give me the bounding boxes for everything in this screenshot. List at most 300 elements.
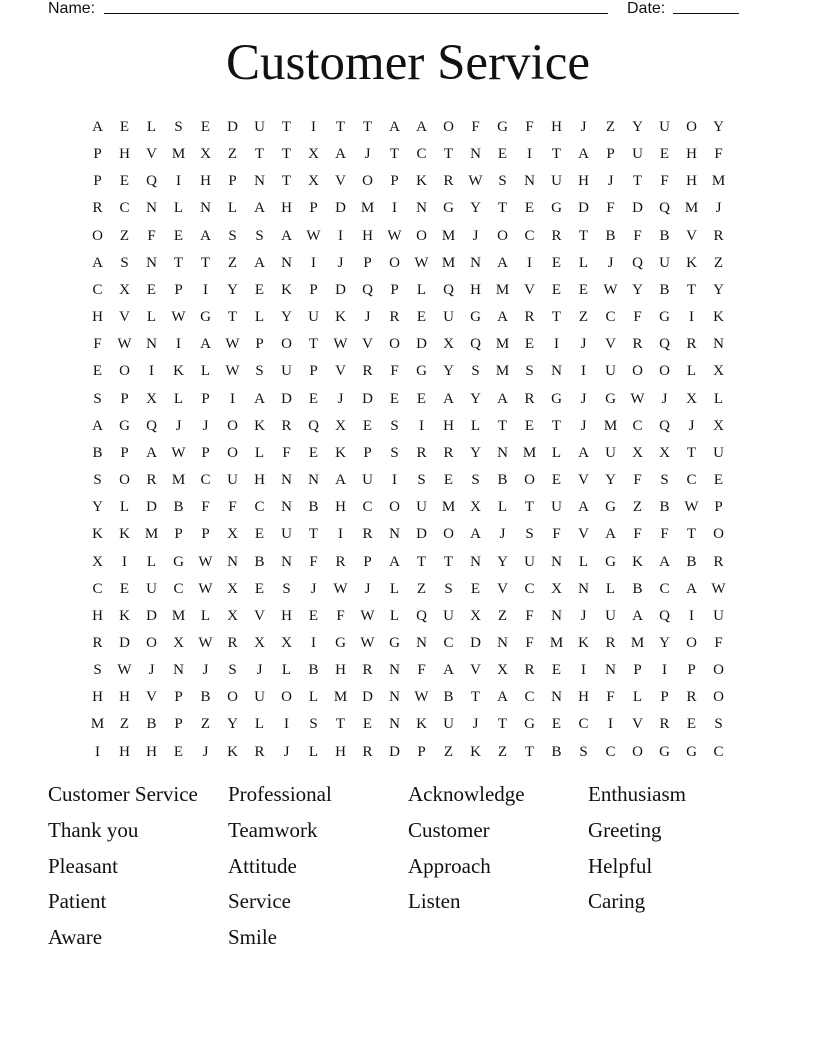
name-input-line[interactable] [104, 13, 608, 14]
grid-cell: O [686, 119, 697, 135]
grid-cell: U [443, 716, 454, 733]
grid-cell: E [254, 526, 265, 543]
grid-cell: E [551, 662, 562, 679]
grid-cell: P [363, 444, 372, 461]
grid-cell: I [122, 553, 127, 570]
grid-cell: O [443, 526, 454, 543]
grid-cell: R [524, 662, 535, 679]
grid-row [84, 684, 732, 711]
grid-row [84, 440, 732, 467]
grid-cell: I [95, 743, 100, 760]
grid-cell: J [202, 417, 209, 434]
grid-cell: C [173, 580, 184, 597]
grid-cell: N [281, 254, 292, 271]
grid-cell: N [605, 662, 616, 679]
grid-cell: J [148, 662, 155, 679]
grid-cell: U [551, 499, 562, 516]
word-list-item: Caring [588, 889, 646, 913]
grid-cell: M [711, 173, 726, 190]
grid-cell: P [228, 173, 237, 190]
grid-cell: U [659, 119, 670, 135]
grid-cell: H [335, 743, 346, 760]
grid-cell: D [335, 200, 346, 217]
grid-cell: M [495, 363, 510, 380]
grid-cell: S [660, 472, 669, 489]
grid-cell: P [201, 526, 210, 543]
grid-cell: A [578, 444, 589, 461]
grid-cell: H [362, 227, 373, 244]
grid-cell: G [173, 553, 184, 570]
grid-cell: L [389, 580, 400, 597]
grid-cell: O [389, 499, 400, 516]
grid-cell: S [255, 363, 264, 380]
grid-cell: E [119, 173, 130, 190]
grid-cell: S [525, 526, 534, 543]
grid-cell: E [416, 309, 427, 326]
word-list-item: Customer [408, 818, 490, 842]
grid-cell: B [659, 281, 670, 298]
grid-cell: A [254, 254, 265, 271]
word-list-item: Teamwork [228, 818, 318, 842]
name-label: Name: [48, 0, 96, 17]
grid-cell: B [308, 662, 319, 679]
grid-cell: T [308, 526, 319, 543]
grid-cell: A [497, 309, 508, 326]
grid-cell: Q [632, 254, 643, 271]
grid-cell: I [338, 227, 343, 244]
grid-cell: M [144, 526, 159, 543]
grid-cell: T [362, 119, 373, 135]
grid-cell: T [686, 444, 697, 461]
grid-cell: W [198, 553, 213, 570]
grid-cell: N [470, 146, 481, 163]
grid-cell: K [227, 743, 238, 760]
grid-cell: N [497, 634, 508, 651]
grid-cell: U [254, 689, 265, 706]
grid-cell: O [416, 227, 427, 244]
grid-cell: X [713, 363, 724, 380]
grid-cell: T [686, 526, 697, 543]
word-list-item: Acknowledge [408, 782, 525, 806]
grid-cell: J [607, 173, 614, 190]
grid-cell: R [443, 173, 454, 190]
grid-cell: E [254, 281, 265, 298]
grid-cell: I [662, 662, 667, 679]
grid-cell: V [362, 336, 373, 353]
grid-cell: S [93, 472, 102, 489]
grid-cell: P [120, 390, 129, 407]
grid-cell: V [335, 363, 346, 380]
grid-cell: V [497, 580, 508, 597]
grid-cell: I [689, 309, 694, 326]
grid-cell: B [443, 689, 454, 706]
grid-cell: L [308, 689, 319, 706]
grid-cell: O [389, 336, 400, 353]
grid-cell: L [173, 200, 184, 217]
grid-cell: T [281, 146, 292, 163]
grid-cell: H [578, 689, 589, 706]
grid-cell: A [605, 526, 616, 543]
grid-cell: E [578, 281, 589, 298]
grid-cell: W [117, 662, 132, 679]
grid-cell: N [281, 472, 292, 489]
grid-cell: H [92, 607, 103, 624]
grid-cell: I [554, 336, 559, 353]
grid-cell: R [443, 444, 454, 461]
grid-cell: W [171, 309, 186, 326]
grid-cell: I [608, 716, 613, 733]
grid-cell: H [578, 173, 589, 190]
grid-cell: B [632, 580, 643, 597]
grid-cell: C [362, 499, 373, 516]
grid-cell: G [659, 309, 670, 326]
grid-cell: Q [659, 417, 670, 434]
grid-cell: K [686, 254, 697, 271]
grid-cell: F [93, 336, 102, 353]
grid-cell: Q [146, 417, 157, 434]
grid-cell: I [230, 390, 235, 407]
grid-cell: C [632, 417, 643, 434]
grid-cell: Q [659, 336, 670, 353]
grid-cell: W [360, 607, 375, 624]
grid-cell: P [174, 689, 183, 706]
grid-cell: Y [470, 444, 481, 461]
grid-cell: N [146, 200, 157, 217]
grid-cell: G [389, 634, 400, 651]
grid-cell: E [686, 716, 697, 733]
grid-cell: K [470, 743, 481, 760]
grid-cell: B [686, 553, 697, 570]
grid-cell: T [551, 146, 562, 163]
grid-cell: V [119, 309, 130, 326]
word-list-item: Helpful [588, 854, 653, 878]
grid-cell: G [551, 390, 562, 407]
grid-cell: O [686, 634, 697, 651]
grid-cell: X [308, 173, 319, 190]
grid-cell: N [578, 580, 589, 597]
grid-cell: E [173, 227, 184, 244]
grid-cell: D [362, 390, 373, 407]
grid-cell: D [578, 200, 589, 217]
grid-cell: A [497, 254, 508, 271]
grid-cell: R [92, 634, 103, 651]
grid-cell: C [578, 716, 589, 733]
grid-cell: X [227, 607, 238, 624]
grid-cell: C [713, 743, 724, 760]
grid-cell: M [441, 499, 456, 516]
grid-cell: N [551, 607, 562, 624]
grid-cell: I [338, 526, 343, 543]
grid-cell: D [119, 634, 130, 651]
grid-cell: K [578, 634, 589, 651]
grid-cell: L [173, 390, 184, 407]
grid-cell: Q [146, 173, 157, 190]
grid-cell: N [470, 553, 481, 570]
grid-cell: M [630, 634, 645, 651]
grid-cell: D [227, 119, 238, 135]
grid-cell: I [203, 281, 208, 298]
grid-cell: E [551, 254, 562, 271]
grid-cell: E [308, 390, 319, 407]
grid-cell: D [335, 281, 346, 298]
grid-cell: V [632, 716, 643, 733]
grid-cell: C [686, 472, 697, 489]
grid-cell: C [92, 281, 103, 298]
date-input-line[interactable] [673, 13, 739, 14]
grid-cell: U [308, 309, 319, 326]
grid-cell: E [416, 390, 427, 407]
grid-cell: H [686, 146, 697, 163]
grid-row [84, 711, 732, 738]
grid-cell: A [659, 553, 670, 570]
grid-cell: J [580, 607, 587, 624]
grid-cell: C [524, 689, 535, 706]
grid-row [84, 114, 732, 141]
grid-cell: C [416, 146, 427, 163]
grid-cell: E [389, 390, 400, 407]
grid-cell: J [202, 662, 209, 679]
word-list-item: Customer Service [48, 782, 198, 806]
grid-cell: M [549, 634, 564, 651]
grid-cell: J [580, 336, 587, 353]
grid-cell: T [524, 499, 535, 516]
word-list-item: Smile [228, 925, 278, 949]
grid-row [84, 576, 732, 603]
grid-cell: W [414, 689, 429, 706]
grid-cell: B [92, 444, 103, 461]
grid-cell: I [311, 119, 316, 135]
grid-cell: C [119, 200, 130, 217]
date-label: Date: [627, 0, 666, 17]
grid-cell: J [688, 417, 695, 434]
grid-cell: E [362, 417, 373, 434]
grid-cell: V [335, 173, 346, 190]
grid-cell: E [524, 200, 535, 217]
grid-cell: W [198, 580, 213, 597]
grid-cell: X [470, 607, 481, 624]
grid-cell: N [200, 200, 211, 217]
grid-cell: N [470, 254, 481, 271]
grid-cell: F [525, 607, 534, 624]
grid-row [84, 331, 732, 358]
grid-cell: P [174, 281, 183, 298]
grid-cell: H [146, 743, 157, 760]
grid-cell: U [713, 444, 724, 461]
grid-cell: D [362, 689, 373, 706]
grid-cell: H [281, 200, 292, 217]
grid-cell: H [335, 662, 346, 679]
grid-cell: M [171, 472, 186, 489]
grid-cell: P [606, 146, 615, 163]
grid-cell: G [551, 200, 562, 217]
grid-cell: H [443, 417, 454, 434]
grid-cell: L [686, 363, 697, 380]
grid-cell: W [603, 281, 618, 298]
grid-cell: W [225, 336, 240, 353]
grid-cell: V [605, 336, 616, 353]
grid-cell: L [254, 309, 265, 326]
grid-cell: R [335, 553, 346, 570]
grid-cell: J [202, 743, 209, 760]
grid-row [84, 168, 732, 195]
grid-cell: G [659, 743, 670, 760]
grid-cell: P [201, 444, 210, 461]
grid-cell: P [120, 444, 129, 461]
grid-cell: A [389, 119, 400, 135]
grid-cell: T [551, 309, 562, 326]
grid-cell: R [524, 309, 535, 326]
grid-cell: T [686, 281, 697, 298]
grid-cell: T [443, 146, 454, 163]
grid-cell: G [335, 634, 346, 651]
grid-cell: G [605, 390, 616, 407]
grid-cell: X [281, 634, 292, 651]
grid-cell: K [335, 309, 346, 326]
grid-cell: N [713, 336, 724, 353]
grid-cell: A [254, 390, 265, 407]
grid-cell: H [281, 607, 292, 624]
grid-cell: P [714, 499, 723, 516]
grid-cell: Z [605, 119, 616, 135]
grid-cell: X [200, 146, 211, 163]
grid-cell: U [524, 553, 535, 570]
grid-cell: P [363, 254, 372, 271]
grid-cell: J [364, 146, 371, 163]
grid-cell: U [605, 444, 616, 461]
grid-cell: J [580, 390, 587, 407]
grid-cell: H [119, 743, 130, 760]
grid-row [84, 358, 732, 385]
grid-cell: Q [659, 200, 670, 217]
grid-cell: C [605, 743, 616, 760]
grid-cell: Y [632, 119, 643, 135]
grid-cell: F [633, 526, 642, 543]
grid-cell: U [281, 363, 292, 380]
grid-cell: O [146, 634, 157, 651]
grid-cell: P [390, 173, 399, 190]
grid-cell: E [200, 119, 211, 135]
grid-cell: Y [497, 553, 508, 570]
grid-cell: V [686, 227, 697, 244]
grid-cell: B [659, 499, 670, 516]
grid-cell: U [551, 173, 562, 190]
grid-cell: N [416, 200, 427, 217]
grid-row [84, 250, 732, 277]
grid-cell: Q [443, 281, 454, 298]
grid-cell: Z [497, 607, 508, 624]
grid-cell: E [497, 146, 508, 163]
grid-cell: T [524, 743, 535, 760]
grid-cell: U [713, 607, 724, 624]
grid-row [84, 141, 732, 168]
grid-cell: Z [119, 227, 130, 244]
grid-cell: T [470, 689, 481, 706]
grid-cell: L [713, 390, 724, 407]
grid-cell: E [254, 580, 265, 597]
grid-cell: O [389, 254, 400, 271]
grid-cell: L [146, 119, 157, 135]
grid-cell: X [470, 499, 481, 516]
grid-cell: K [119, 526, 130, 543]
grid-cell: J [715, 200, 722, 217]
grid-row [84, 467, 732, 494]
grid-cell: X [551, 580, 562, 597]
grid-cell: M [360, 200, 375, 217]
grid-row [84, 630, 732, 657]
grid-cell: P [309, 281, 318, 298]
grid-cell: L [632, 689, 643, 706]
grid-cell: A [443, 390, 454, 407]
grid-row [84, 549, 732, 576]
grid-cell: Z [713, 254, 724, 271]
grid-cell: C [92, 580, 103, 597]
grid-cell: B [200, 689, 211, 706]
grid-cell: O [713, 662, 724, 679]
grid-cell: A [92, 254, 103, 271]
grid-cell: O [92, 227, 103, 244]
grid-cell: D [281, 390, 292, 407]
grid-cell: R [254, 743, 265, 760]
grid-cell: X [254, 634, 265, 651]
grid-cell: Z [119, 716, 130, 733]
grid-cell: O [227, 689, 238, 706]
grid-cell: P [255, 336, 264, 353]
grid-cell: N [551, 363, 562, 380]
grid-cell: I [311, 254, 316, 271]
grid-cell: J [472, 227, 479, 244]
grid-cell: E [659, 146, 670, 163]
grid-cell: Q [308, 417, 319, 434]
grid-cell: O [713, 526, 724, 543]
grid-cell: A [335, 146, 346, 163]
grid-cell: J [337, 254, 344, 271]
grid-cell: I [176, 173, 181, 190]
grid-cell: W [387, 227, 402, 244]
grid-cell: D [470, 634, 481, 651]
grid-cell: R [92, 200, 103, 217]
grid-cell: F [390, 363, 399, 380]
grid-cell: F [525, 119, 534, 135]
grid-cell: T [281, 119, 292, 135]
grid-cell: S [120, 254, 129, 271]
grid-cell: Q [659, 607, 670, 624]
grid-cell: N [146, 254, 157, 271]
grid-cell: T [416, 553, 427, 570]
grid-row [84, 739, 732, 766]
grid-cell: B [254, 553, 265, 570]
grid-cell: O [497, 227, 508, 244]
grid-cell: R [551, 227, 562, 244]
grid-cell: X [686, 390, 697, 407]
grid-cell: H [470, 281, 481, 298]
grid-cell: E [92, 363, 103, 380]
grid-cell: E [551, 472, 562, 489]
grid-cell: M [171, 146, 186, 163]
grid-cell: F [633, 227, 642, 244]
grid-cell: W [630, 390, 645, 407]
grid-cell: U [443, 607, 454, 624]
grid-cell: P [174, 526, 183, 543]
grid-cell: E [713, 472, 724, 489]
grid-cell: I [392, 200, 397, 217]
grid-cell: T [578, 227, 589, 244]
grid-cell: K [281, 281, 292, 298]
grid-cell: X [227, 580, 238, 597]
grid-cell: C [605, 309, 616, 326]
grid-cell: I [176, 336, 181, 353]
grid-cell: L [551, 444, 562, 461]
grid-cell: J [580, 119, 587, 135]
